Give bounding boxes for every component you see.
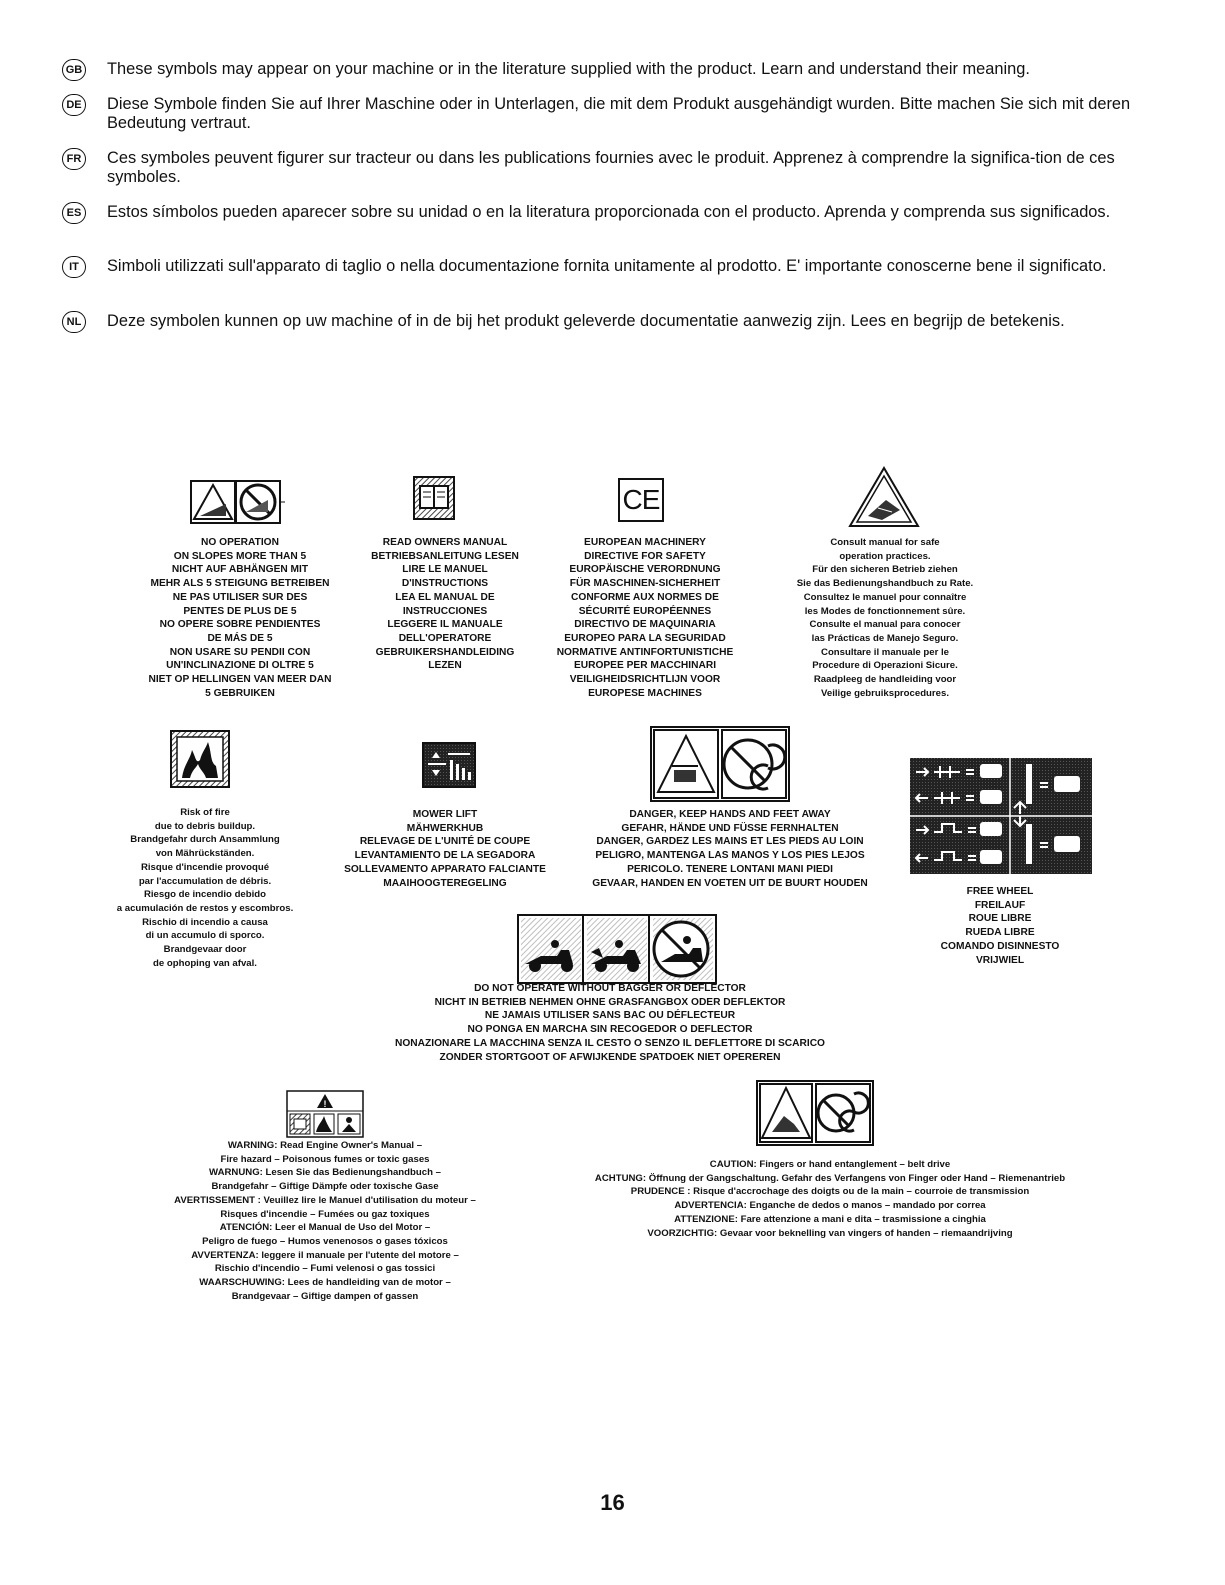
caption-line: ACHTUNG: Öffnung der Gangschaltung. Gefahr des Verfangens von Finger oder Hand – Riemenantrieb — [594, 1172, 1066, 1184]
caption-line: Risques d'incendie – Fumées ou gaz toxiques — [220, 1208, 430, 1220]
fire-risk-caption — [85, 806, 325, 970]
caption-line: DANGER, KEEP HANDS AND FEET AWAY — [629, 809, 831, 820]
caption-line: DELL'OPERATORE — [398, 632, 492, 644]
caption-line: PERICOLO. TENERE LONTANI MANI PIEDI — [627, 863, 833, 875]
caption-line: di un accumulo di sporco. — [145, 930, 265, 942]
caption-line: Brandgevaar door — [163, 944, 247, 956]
page-number: 16 — [600, 1490, 625, 1515]
caption-line: ATENCIÓN: Leer el Manual de Uso del Motor – — [219, 1222, 431, 1234]
intro-text: Simboli utilizzati sull'apparato di taglio o nella documentazione fornita unitamente al prodotto. E' importante conoscerne bene il significato. — [107, 257, 1107, 275]
caption-line: COMANDO DISINNESTO — [940, 940, 1060, 952]
caption-line: NO OPERE SOBRE PENDIENTES — [159, 619, 321, 631]
caption-line: Rischio di incendio a causa — [142, 916, 268, 928]
caption-line: NIET OP HELLINGEN VAN MEER DAN — [148, 674, 332, 686]
caption-line: Brandgevaar – Giftige dampen of gassen — [231, 1290, 419, 1302]
caption-line: ROUE LIBRE — [968, 913, 1032, 925]
caption-line: NE PAS UTILISER SUR DES — [172, 591, 308, 603]
ce-caption — [535, 536, 755, 700]
caption-line: Fire hazard – Poisonous fumes or toxic gases — [220, 1153, 430, 1165]
caption-line: DANGER, GARDEZ LES MAINS ET LES PIEDS AU LOIN — [596, 836, 864, 848]
caption-line: NICHT IN BETRIEB NEHMEN OHNE GRASFANGBOX ODER DEFLEKTOR — [434, 996, 786, 1008]
caption-line: NON USARE SU PENDII CON — [169, 646, 311, 658]
caption-line: EUROPEAN MACHINERY — [584, 537, 706, 548]
caption-line: DO NOT OPERATE WITHOUT BAGGER OR DEFLECTOR — [474, 983, 746, 994]
caption-line: D'INSTRUCTIONS — [401, 578, 489, 590]
intro-fr — [62, 149, 1142, 187]
caption-line: NORMATIVE ANTINFORTUNISTICHE — [556, 646, 734, 658]
caption-line: RELEVAGE DE L'UNITÉ DE COUPE — [359, 836, 531, 848]
caption-line: ZONDER STORTGOOT OF AFWIJKENDE SPATDOEK NIET OPEREREN — [439, 1051, 781, 1063]
intro-it — [62, 257, 1142, 276]
caption-line: MAAIHOOGTEREGELING — [383, 877, 507, 889]
caption-line: UN'INCLINAZIONE DI OLTRE 5 — [166, 660, 314, 672]
caption-line: Peligro de fuego – Humos venenosos o gases tóxicos — [202, 1235, 448, 1247]
caption-line: DIRECTIVE FOR SAFETY — [584, 550, 706, 562]
caption-line: Sie das Bedienungshandbuch zu Rate. — [796, 578, 974, 590]
read-manual-icon — [413, 476, 455, 520]
caption-line: BETRIEBSANLEITUNG LESEN — [371, 550, 519, 562]
lang-badge-es: ES — [62, 202, 86, 224]
caption-line: Consulte el manual para conocer — [809, 619, 961, 631]
caption-line: ADVERTENCIA: Enganche de dedos o manos – mandado por correa — [674, 1200, 986, 1212]
caption-line: FREILAUF — [974, 899, 1026, 911]
lang-badge-fr: FR — [62, 148, 86, 170]
caption-line: EUROPEE PER MACCHINARI — [573, 660, 717, 672]
intro-text: Ces symboles peuvent figurer sur tracteur ou dans les publications fournies avec le produit. Apprenez à comprendre la significa-tion de ces symboles. — [107, 149, 1115, 186]
caption-line: SÉCURITÉ EUROPÉENNES — [578, 605, 712, 617]
caption-line: 5 GEBRUIKEN — [205, 687, 275, 699]
caption-line: ON SLOPES MORE THAN 5 — [173, 550, 307, 562]
caption-line: AVVERTENZA: leggere il manuale per l'utente del motore – — [191, 1249, 459, 1261]
caption-line: ATTENZIONE: Fare attenzione a mani e dita – trasmissione a cinghia — [674, 1213, 986, 1225]
engine-warning-caption — [100, 1139, 550, 1303]
keep-hands-feet-away-icon — [650, 726, 790, 802]
consult-manual-warning-icon — [848, 466, 920, 528]
caption-line: LEGGERE IL MANUALE — [387, 619, 503, 631]
intro-text: These symbols may appear on your machine or in the literature supplied with the product. Learn and understand their meaning. — [107, 60, 1030, 78]
caption-line: EUROPÄISCHE VERORDNUNG — [569, 564, 721, 576]
belt-drive-caution-caption — [530, 1158, 1130, 1240]
caption-line: Risk of fire — [180, 807, 230, 818]
free-wheel-icon — [910, 758, 1092, 874]
consult-manual-caption — [765, 536, 1005, 700]
caption-line: NONAZIONARE LA MACCHINA SENZA IL CESTO O SENZO IL DEFLETTORE DI SCARICO — [395, 1037, 825, 1049]
caption-line: WARNUNG: Lesen Sie das Bedienungshandbuch – — [209, 1167, 441, 1179]
caption-line: MEHR ALS 5 STEIGUNG BETREIBEN — [150, 578, 330, 590]
intro-gb — [62, 60, 1142, 79]
caption-line: PELIGRO, MANTENGA LAS MANOS Y LOS PIES LEJOS — [595, 850, 865, 862]
belt-drive-caution-icon — [756, 1080, 874, 1146]
no-operation-caption — [120, 536, 360, 700]
caption-line: due to debris buildup. — [154, 820, 256, 832]
lang-badge-nl: NL — [62, 311, 86, 333]
keep-hands-away-caption — [560, 808, 900, 890]
caption-line: Veilige gebruiksprocedures. — [821, 687, 949, 699]
caption-line: PRUDENCE : Risque d'accrochage des doigts ou de la main – courroie de transmission — [630, 1186, 1030, 1198]
caption-line: Consultare il manuale per le — [821, 646, 949, 658]
engine-warning-icon — [286, 1090, 364, 1138]
intro-text: Deze symbolen kunnen op uw machine of in de bij het produkt geleverde documentatie aanwezig zijn. Lees en begrijp de betekenis. — [107, 312, 1065, 330]
caption-line: LEZEN — [428, 660, 462, 672]
mower-lift-caption — [330, 808, 560, 890]
caption-line: Riesgo de incendio debido — [143, 889, 267, 901]
fire-risk-icon — [170, 730, 230, 788]
read-manual-caption — [340, 536, 550, 673]
caption-line: LIRE LE MANUEL — [402, 564, 488, 576]
caption-line: MOWER LIFT — [412, 809, 478, 820]
caption-line: de ophoping van afval. — [153, 957, 257, 969]
caption-line: Brandgefahr – Giftige Dämpfe oder toxische Gase — [211, 1181, 439, 1193]
intro-text: Estos símbolos pueden aparecer sobre su unidad o en la literatura proporcionada con el producto. Aprenda y comprenda sus significados. — [107, 203, 1111, 221]
intro-es — [62, 203, 1142, 222]
caption-line: PENTES DE PLUS DE 5 — [183, 605, 297, 617]
caption-line: VEILIGHEIDSRICHTLIJN VOOR — [569, 674, 721, 686]
caption-line: FREE WHEEL — [966, 886, 1034, 897]
caption-line: par l'accumulation de débris. — [138, 875, 272, 887]
caption-line: DIRECTIVO DE MAQUINARIA — [574, 619, 716, 631]
caption-line: DE MÁS DE 5 — [207, 632, 273, 644]
caption-line: WARNING: Read Engine Owner's Manual – — [227, 1140, 423, 1151]
bagger-deflector-icon — [517, 914, 717, 984]
caption-line: CAUTION: Fingers or hand entanglement – belt drive — [709, 1159, 951, 1170]
caption-line: NE JAMAIS UTILISER SANS BAC OU DÉFLECTEUR — [484, 1010, 736, 1022]
caption-line: NO PONGA EN MARCHA SIN RECOGEDOR O DEFLECTOR — [467, 1024, 753, 1036]
intro-de — [62, 95, 1142, 133]
mower-lift-icon — [422, 742, 476, 788]
caption-line: Brandgefahr durch Ansammlung — [130, 834, 280, 846]
svg-text:!: ! — [323, 1099, 327, 1109]
caption-line: Risque d'incendie provoqué — [140, 861, 270, 873]
caption-line: Für den sicheren Betrieb ziehen — [812, 564, 958, 576]
ce-mark-icon: CE — [618, 478, 664, 522]
caption-line: Rischio d'incendio – Fumi velenosi o gas tossici — [214, 1263, 436, 1275]
caption-line: las Prácticas de Manejo Seguro. — [811, 632, 959, 644]
bagger-caption — [330, 982, 890, 1064]
caption-line: Consult manual for safe — [830, 537, 940, 548]
intro-text: Diese Symbole finden Sie auf Ihrer Maschine oder in Unterlagen, die mit dem Produkt ausgehändigt wurden. Bitte machen Sie sich mit deren Bedeutung vertraut. — [107, 95, 1131, 132]
lang-badge-gb: GB — [62, 59, 86, 81]
lang-badge-de: DE — [62, 94, 86, 116]
caption-line: WAARSCHUWING: Lees de handleiding van de motor – — [199, 1277, 451, 1289]
caption-line: SOLLEVAMENTO APPARATO FALCIANTE — [344, 863, 546, 875]
caption-line: les Modes de fonctionnement sûre. — [804, 605, 966, 617]
caption-line: von Mährückständen. — [155, 848, 255, 860]
caption-line: GEFAHR, HÄNDE UND FÜSSE FERNHALTEN — [621, 822, 839, 834]
lang-badge-it: IT — [62, 256, 86, 278]
caption-line: a acumulación de restos y escombros. — [116, 902, 294, 914]
caption-line: Procedure di Operazioni Sicure. — [812, 660, 958, 672]
caption-line: GEBRUIKERSHANDLEIDING — [375, 646, 515, 658]
caption-line: EUROPESE MACHINES — [588, 687, 702, 699]
caption-line: READ OWNERS MANUAL — [382, 537, 508, 548]
caption-line: LEVANTAMIENTO DE LA SEGADORA — [354, 850, 536, 862]
caption-line: INSTRUCCIONES — [402, 605, 488, 617]
caption-line: FÜR MASCHINEN-SICHERHEIT — [569, 578, 721, 590]
caption-line: RUEDA LIBRE — [965, 927, 1035, 939]
no-slope-operation-icon — [190, 480, 286, 524]
caption-line: CONFORME AUX NORMES DE — [571, 591, 719, 603]
caption-line: Raadpleeg de handleiding voor — [813, 674, 957, 686]
caption-line: GEVAAR, HANDEN EN VOETEN UIT DE BUURT HOUDEN — [592, 877, 868, 889]
caption-line: AVERTISSEMENT : Veuillez lire le Manuel d'utilisation du moteur – — [174, 1194, 476, 1206]
caption-line: VRIJWIEL — [975, 954, 1025, 966]
free-wheel-caption — [910, 885, 1090, 967]
caption-line: MÄHWERKHUB — [406, 822, 484, 834]
caption-line: NICHT AUF ABHÄNGEN MIT — [171, 564, 309, 576]
caption-line: operation practices. — [839, 550, 931, 562]
caption-line: NO OPERATION — [201, 537, 279, 548]
intro-nl — [62, 312, 1142, 331]
caption-line: Consultez le manuel pour connaître — [803, 591, 967, 603]
caption-line: EUROPEO PARA LA SEGURIDAD — [564, 632, 726, 644]
caption-line: LEA EL MANUAL DE — [395, 591, 495, 603]
caption-line: VOORZICHTIG: Gevaar voor beknelling van vingers of handen – riemaandrijving — [647, 1227, 1013, 1239]
